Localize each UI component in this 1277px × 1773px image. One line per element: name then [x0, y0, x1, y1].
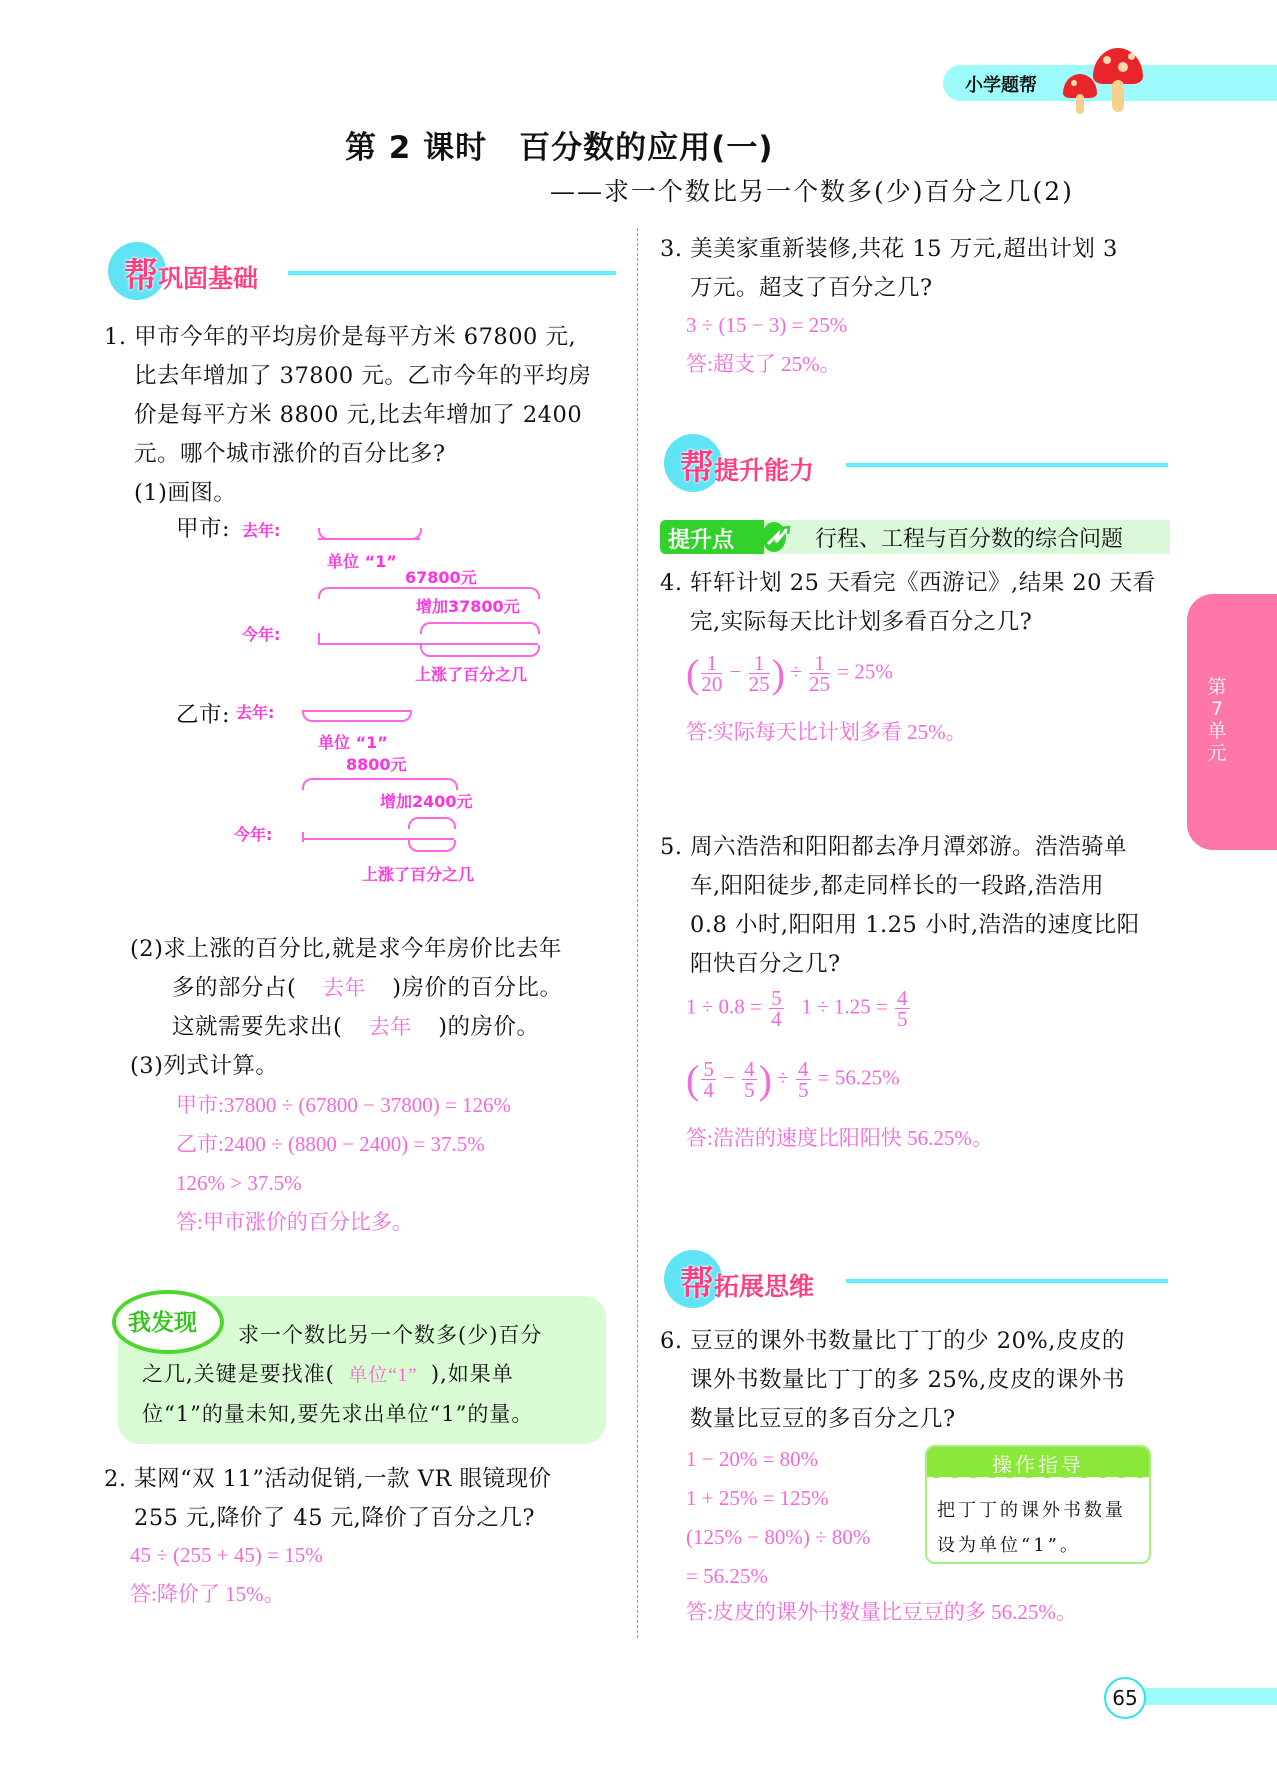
skill-point-text: 行程、工程与百分数的综合问题	[815, 527, 1124, 552]
arrow-icon	[764, 520, 794, 554]
question-6-answers: 1 − 20% = 80% 1 + 25% = 125% (125% − 80%) ÷ 80% = 56.25%	[686, 1447, 871, 1588]
yi-increase-label: 增加2400元	[380, 792, 473, 811]
skill-point-tag: 提升点	[660, 520, 764, 554]
page-subtitle: ——求一个数比另一个数多(少)百分之几(2)	[550, 177, 1074, 206]
question-2-answers: 45 ÷ (255 + 45) = 15% 答:降价了 15%。	[130, 1543, 323, 1606]
question-6: 6. 豆豆的课外书数量比丁丁的少 20%,皮皮的 课外书数量比丁丁的多 25%,皮皮的课外书 数量比豆豆的多百分之几?	[660, 1328, 1125, 1432]
discovery-text: 求一个数比另一个数多(少)百分 之几,关键是要找准( 单位“1” ),如果单 位“1”的量未知,要先求出单位“1”的量。	[142, 1323, 543, 1426]
operation-guide-box: 操作指导 把丁丁的课外书数量 设为单位“1”。	[925, 1445, 1151, 1564]
mushroom-icon	[1063, 48, 1143, 118]
question-3: 3. 美美家重新装修,共花 15 万元,超出计划 3 万元。超支了百分之几?	[660, 236, 1118, 301]
yi-last-year-label: 去年:	[236, 703, 275, 722]
jia-last-year-brace	[318, 528, 422, 540]
question-2: 2. 某网“双 11”活动促销,一款 VR 眼镜现价 255 元,降价了 45 元,降价了百分之几?	[104, 1466, 552, 1531]
jia-value-label: 67800元	[405, 568, 477, 587]
jia-this-year-label: 今年:	[242, 625, 281, 644]
question-3-answers: 3 ÷ (15 − 3) = 25% 答:超支了 25%。	[686, 313, 848, 376]
diagram-jia-label: 甲市:	[176, 516, 231, 542]
blank-answer: 去年	[368, 1015, 412, 1039]
yi-last-year-brace	[302, 710, 412, 722]
question-5-answer: 答:浩浩的速度比阳阳快 56.25%。	[686, 1126, 993, 1150]
page-number-bar	[1130, 1688, 1277, 1705]
yi-this-year-label: 今年:	[234, 825, 273, 844]
section-header-basic: 帮巩固基础	[108, 238, 616, 304]
page-number: 65	[1104, 1677, 1146, 1719]
question-4-answer: 答:实际每天比计划多看 25%。	[686, 720, 967, 744]
diagram-yi-label: 乙市:	[176, 702, 231, 728]
question-1: 1. 甲市今年的平均房价是每平方米 67800 元, 比去年增加了 37800 元。乙市今年的平均房 价是每平方米 8800 元,比去年增加了 2400 元。哪个城市涨价的百分比多? (1)画图。	[104, 324, 592, 506]
question-4-formula: ( $\frac{1}{20}$ − $\frac{1}{25}$ ) ÷ $\frac{1}{25}$ = 25%	[686, 651, 893, 696]
yi-value-label: 8800元	[346, 755, 407, 774]
page-title: 第 2 课时 百分数的应用(一)	[345, 130, 774, 166]
discovery-badge: 我发现	[112, 1290, 224, 1354]
section-header-improve: 帮提升能力	[664, 430, 1168, 496]
question-1-answers: 甲市:37800 ÷ (67800 − 37800) = 126% 乙市:2400 ÷ (8800 − 2400) = 37.5% 126% > 37.5% 答:甲市涨价的百分比多。	[176, 1093, 512, 1234]
question-5-line2: ( $\frac{5}{4}$ − $\frac{4}{5}$ ) ÷ $\frac{4}{5}$ = 56.25%	[686, 1057, 900, 1102]
question-5-line1: 1 ÷ 0.8 = $\frac{5}{4}$ 1 ÷ 1.25 = $\frac{4}{5}$	[686, 986, 908, 1031]
jia-increase-label: 增加37800元	[416, 597, 520, 616]
jia-last-year-label: 去年:	[242, 521, 281, 540]
jia-rise-label: 上涨了百分之几	[415, 665, 528, 684]
question-5: 5. 周六浩浩和阳阳都去净月潭郊游。浩浩骑单 车,阳阳徒步,都走同样长的一段路,浩浩用 0.8 小时,阳阳用 1.25 小时,浩浩的速度比阳 阳快百分之几?	[660, 834, 1140, 977]
column-divider	[637, 228, 638, 1638]
yi-rise-label: 上涨了百分之几	[362, 865, 475, 884]
jia-unit1-label: 单位 “1”	[327, 552, 397, 571]
yi-unit1-label: 单位 “1”	[318, 733, 388, 752]
question-6-final: 答:皮皮的课外书数量比豆豆的多 56.25%。	[686, 1600, 1077, 1624]
blank-answer: 去年	[322, 976, 366, 1000]
question-4: 4. 轩轩计划 25 天看完《西游记》,结果 20 天看 完,实际每天比计划多看百分之几?	[660, 570, 1156, 635]
brand-label: 小学题帮	[965, 75, 1037, 96]
unit-side-tab: 第7单元	[1187, 594, 1277, 850]
question-1-part2: (2)求上涨的百分比,就是求今年房价比去年 多的部分占( 去年 )房价的百分比。 这就需要先求出( 去年 )的房价。 (3)列式计算。	[130, 936, 563, 1079]
section-header-expand: 帮拓展思维	[664, 1246, 1168, 1312]
